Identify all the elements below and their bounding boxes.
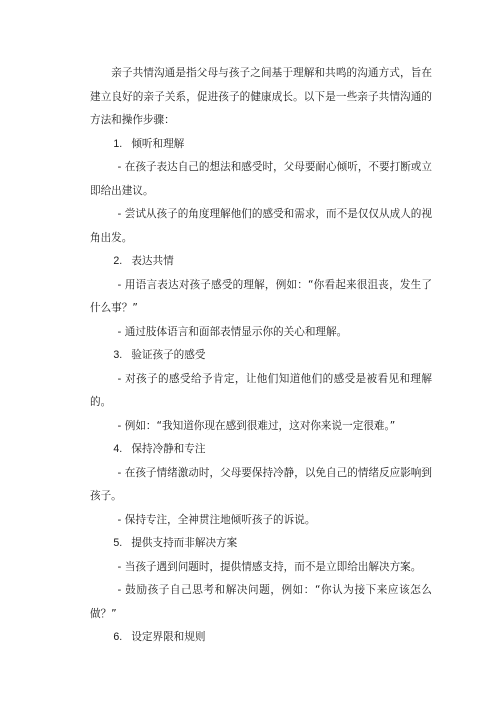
- intro-paragraph: 亲子共情沟通是指父母与孩子之间基于理解和共鸣的沟通方式，旨在建立良好的亲子关系，促进孩子的健康成长。以下是一些亲子共情沟通的方法和操作步骤：: [90, 67, 432, 126]
- section-title: 设定界限和规则: [131, 631, 206, 643]
- section-1: [90, 133, 432, 251]
- bullet-item: - 用语言表达对孩子感受的理解，例如：“你看起来很沮丧，发生了什么事？”: [90, 278, 432, 314]
- section-2: [90, 250, 432, 344]
- bullet-item: - 尝试从孩子的角度理解他们的感受和需求，而不是仅仅从成人的视角出发。: [90, 208, 432, 244]
- section-title: 提供支持而非解决方案: [131, 537, 238, 549]
- bullet-item: - 通过肢体语言和面部表情显示你的关心和理解。: [117, 325, 348, 338]
- section-heading: [90, 250, 432, 274]
- section-title: 倾听和理解: [131, 137, 185, 150]
- document-body: [90, 62, 432, 650]
- bullet-item: - 保持专注，全神贯注地倾听孩子的诉说。: [117, 513, 316, 526]
- bullet-item: - 例如：“我知道你现在感到很难过，这对你来说一定很难。”: [117, 419, 396, 432]
- section-heading: [90, 133, 432, 157]
- section-heading: [90, 532, 432, 556]
- bullet-item: - 在孩子表达自己的想法和感受时，父母要耐心倾听，不要打断或立即给出建议。: [90, 161, 432, 197]
- section-title: 验证孩子的感受: [131, 349, 206, 361]
- section-6: [90, 626, 432, 650]
- bullet-item: - 当孩子遇到问题时，提供情感支持，而不是立即给出解决方案。: [117, 560, 422, 573]
- section-title: 保持冷静和专注: [131, 443, 206, 455]
- section-number: 3.: [113, 349, 123, 361]
- section-number: 4.: [113, 443, 123, 455]
- section-3: [90, 344, 432, 438]
- section-heading: [90, 626, 432, 650]
- section-title: 表达共情: [131, 255, 174, 267]
- section-number: 6.: [113, 631, 123, 643]
- bullet-item: - 鼓励孩子自己思考和解决问题，例如：“你认为接下来应该怎么做？”: [90, 584, 432, 620]
- section-number: 2.: [113, 255, 123, 267]
- section-number: 1.: [113, 137, 123, 150]
- section-number: 5.: [113, 537, 123, 549]
- bullet-item: - 在孩子情绪激动时，父母要保持冷静，以免自己的情绪反应影响到孩子。: [90, 466, 432, 502]
- bullet-item: - 对孩子的感受给予肯定，让他们知道他们的感受是被看见和理解的。: [90, 372, 432, 408]
- section-4: [90, 438, 432, 532]
- section-5: [90, 532, 432, 626]
- section-heading: [90, 344, 432, 368]
- section-heading: [90, 438, 432, 462]
